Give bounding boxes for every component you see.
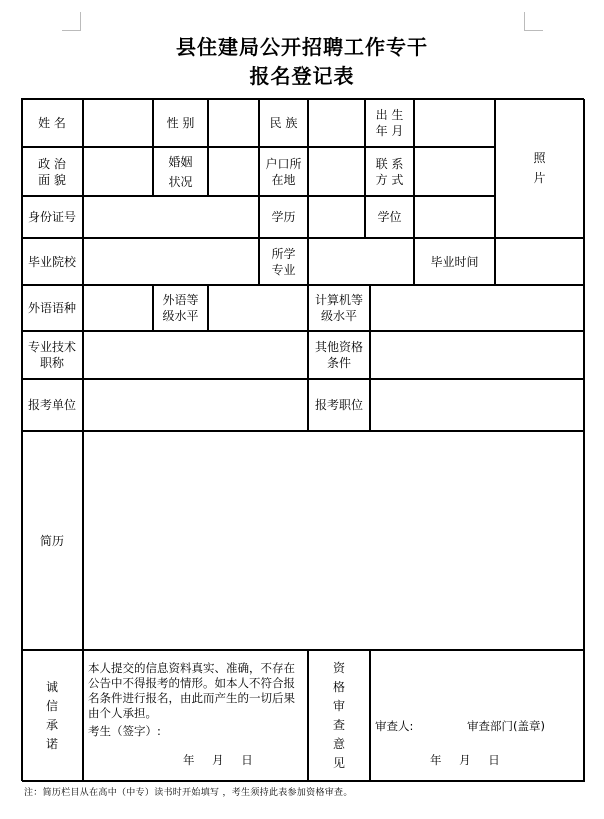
crop-mark-left	[62, 12, 81, 31]
apply-unit-field[interactable]	[83, 379, 308, 431]
apply-position-field[interactable]	[370, 379, 584, 431]
foreign-level-field[interactable]	[208, 285, 308, 331]
crop-mark-right	[524, 12, 543, 31]
hukou-label: 户口所 在地	[259, 147, 308, 196]
name-field[interactable]	[83, 98, 153, 147]
resume-field[interactable]	[83, 431, 584, 650]
apply-position-label: 报考职位	[308, 379, 370, 431]
political-field[interactable]	[83, 147, 153, 196]
form-subtitle: 报名登记表	[249, 64, 355, 88]
ethnicity-label: 民 族	[259, 98, 308, 147]
photo-box[interactable]: 照 片	[495, 98, 584, 238]
reviewer-label: 审查人:	[375, 719, 414, 733]
major-field[interactable]	[308, 238, 414, 285]
resume-label: 简历	[21, 431, 83, 650]
candidate-date: 年 月 日	[183, 753, 253, 767]
id-number-field[interactable]	[83, 196, 259, 238]
school-field[interactable]	[83, 238, 259, 285]
education-label: 学历	[259, 196, 308, 238]
name-label: 姓 名	[21, 98, 83, 147]
integrity-label: 诚信承诺	[45, 679, 58, 751]
footnote: 注：简历栏目从在高中（中专）读书时开始填写 ，考生须持此表参加资格审查。	[24, 788, 353, 798]
birth-label: 出 生 年 月	[365, 98, 414, 147]
candidate-signature-label: 考生（签字）:	[88, 724, 161, 738]
major-label: 所学 专业	[259, 238, 308, 285]
review-dept-label: 审查部门(盖章)	[467, 719, 545, 733]
integrity-statement-text: 本人提交的信息资料真实、准确，不存在公告中不得报考的情形。如本人不符合报名条件进行报名，由此而产生的一切后果由个人承担。	[88, 661, 295, 720]
computer-level-field[interactable]	[370, 285, 584, 331]
prof-title-label: 专业技术 职称	[21, 331, 83, 379]
marital-label: 婚姻 状况	[153, 147, 208, 196]
gender-label: 性 别	[153, 98, 208, 147]
political-label: 政 治 面 貌	[21, 147, 83, 196]
school-label: 毕业院校	[21, 238, 83, 285]
degree-field[interactable]	[414, 196, 495, 238]
foreign-lang-field[interactable]	[83, 285, 153, 331]
degree-label: 学位	[365, 196, 414, 238]
gender-field[interactable]	[208, 98, 259, 147]
apply-unit-label: 报考单位	[21, 379, 83, 431]
computer-level-label: 计算机等 级水平	[308, 285, 370, 331]
review-date: 年 月 日	[430, 753, 500, 767]
birth-field[interactable]	[414, 98, 495, 147]
prof-title-field[interactable]	[83, 331, 308, 379]
review-opinion-label: 资格审查意见	[332, 660, 345, 770]
review-label-cell	[308, 650, 370, 781]
integrity-label-cell	[21, 650, 83, 781]
marital-field[interactable]	[208, 147, 259, 196]
form-title: 县住建局公开招聘工作专干	[176, 35, 428, 59]
other-qual-label: 其他资格 条件	[308, 331, 370, 379]
foreign-lang-label: 外语语种	[21, 285, 83, 331]
hukou-field[interactable]	[308, 147, 365, 196]
id-number-label: 身份证号	[21, 196, 83, 238]
contact-field[interactable]	[414, 147, 495, 196]
grad-time-field[interactable]	[495, 238, 584, 285]
other-qual-field[interactable]	[370, 331, 584, 379]
foreign-level-label: 外语等 级水平	[153, 285, 208, 331]
education-field[interactable]	[308, 196, 365, 238]
ethnicity-field[interactable]	[308, 98, 365, 147]
grad-time-label: 毕业时间	[414, 238, 495, 285]
contact-label: 联 系 方 式	[365, 147, 414, 196]
